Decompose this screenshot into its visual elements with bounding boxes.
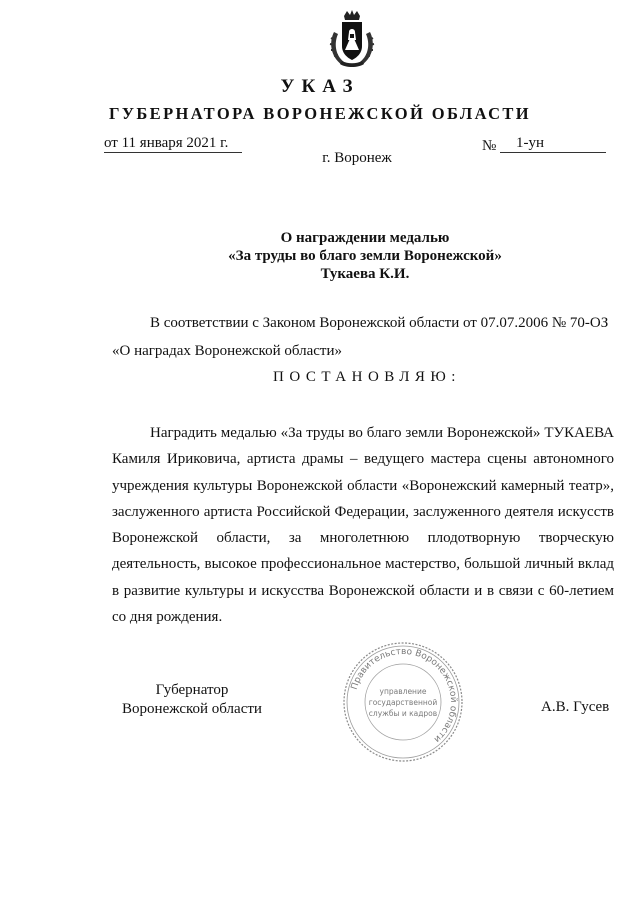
signatory-position-line-1: Губернатор	[155, 682, 229, 698]
stamp-inner-line-2: государственной	[368, 698, 438, 707]
stamp-outer-text: Правительство Воронежской области	[349, 646, 459, 745]
number-label: №	[482, 138, 497, 154]
issuer-heading: ГУБЕРНАТОРА ВОРОНЕЖСКОЙ ОБЛАСТИ	[108, 104, 532, 123]
document-title	[160, 229, 570, 283]
document-city: г. Воронеж	[322, 150, 392, 166]
decree-word: ПОСТАНОВЛЯЮ:	[273, 369, 461, 385]
document-number: 1-ун	[500, 134, 606, 153]
official-stamp	[341, 640, 465, 764]
stamp-inner-line-3: службы и кадров	[368, 709, 438, 718]
signatory-position	[112, 681, 272, 719]
title-line-2: «За труды во благо земли Воронежской»	[228, 248, 502, 264]
stamp-inner-line-1: управление	[379, 687, 427, 696]
title-line-1: О награждении медалью	[280, 230, 450, 246]
document-date: от 11 января 2021 г.	[104, 134, 242, 153]
title-line-3: Тукаева К.И.	[320, 266, 410, 282]
document-type-heading: УКАЗ	[280, 76, 360, 97]
order-paragraph: Наградить медалью «За труды во благо земли Воронежской» ТУКАЕВА Камиля Ириковича, артиста драмы – ведущего мастера сцены автономного учреждения культуры Воронежской области «Воронежский камерный театр», заслуженного артиста Российской Федерации, заслуженного деятеля искусств Воронежской области, за многолетнюю плодотворную творческую деятельность, высокое профессиональное мастерство, большой личный вклад в развитие культуры и искусства Воронежской области и в связи с 60-летием со дня рождения.	[112, 425, 614, 626]
signatory-name: А.В. Гусев	[541, 699, 610, 715]
legal-basis-line-1: В соответствии с Законом Воронежской области от 07.07.2006 № 70-ОЗ	[150, 315, 609, 331]
legal-basis-line-2: «О наградах Воронежской области»	[112, 343, 343, 359]
signatory-position-line-2: Воронежской области	[122, 701, 262, 717]
coat-of-arms-emblem	[326, 10, 378, 70]
